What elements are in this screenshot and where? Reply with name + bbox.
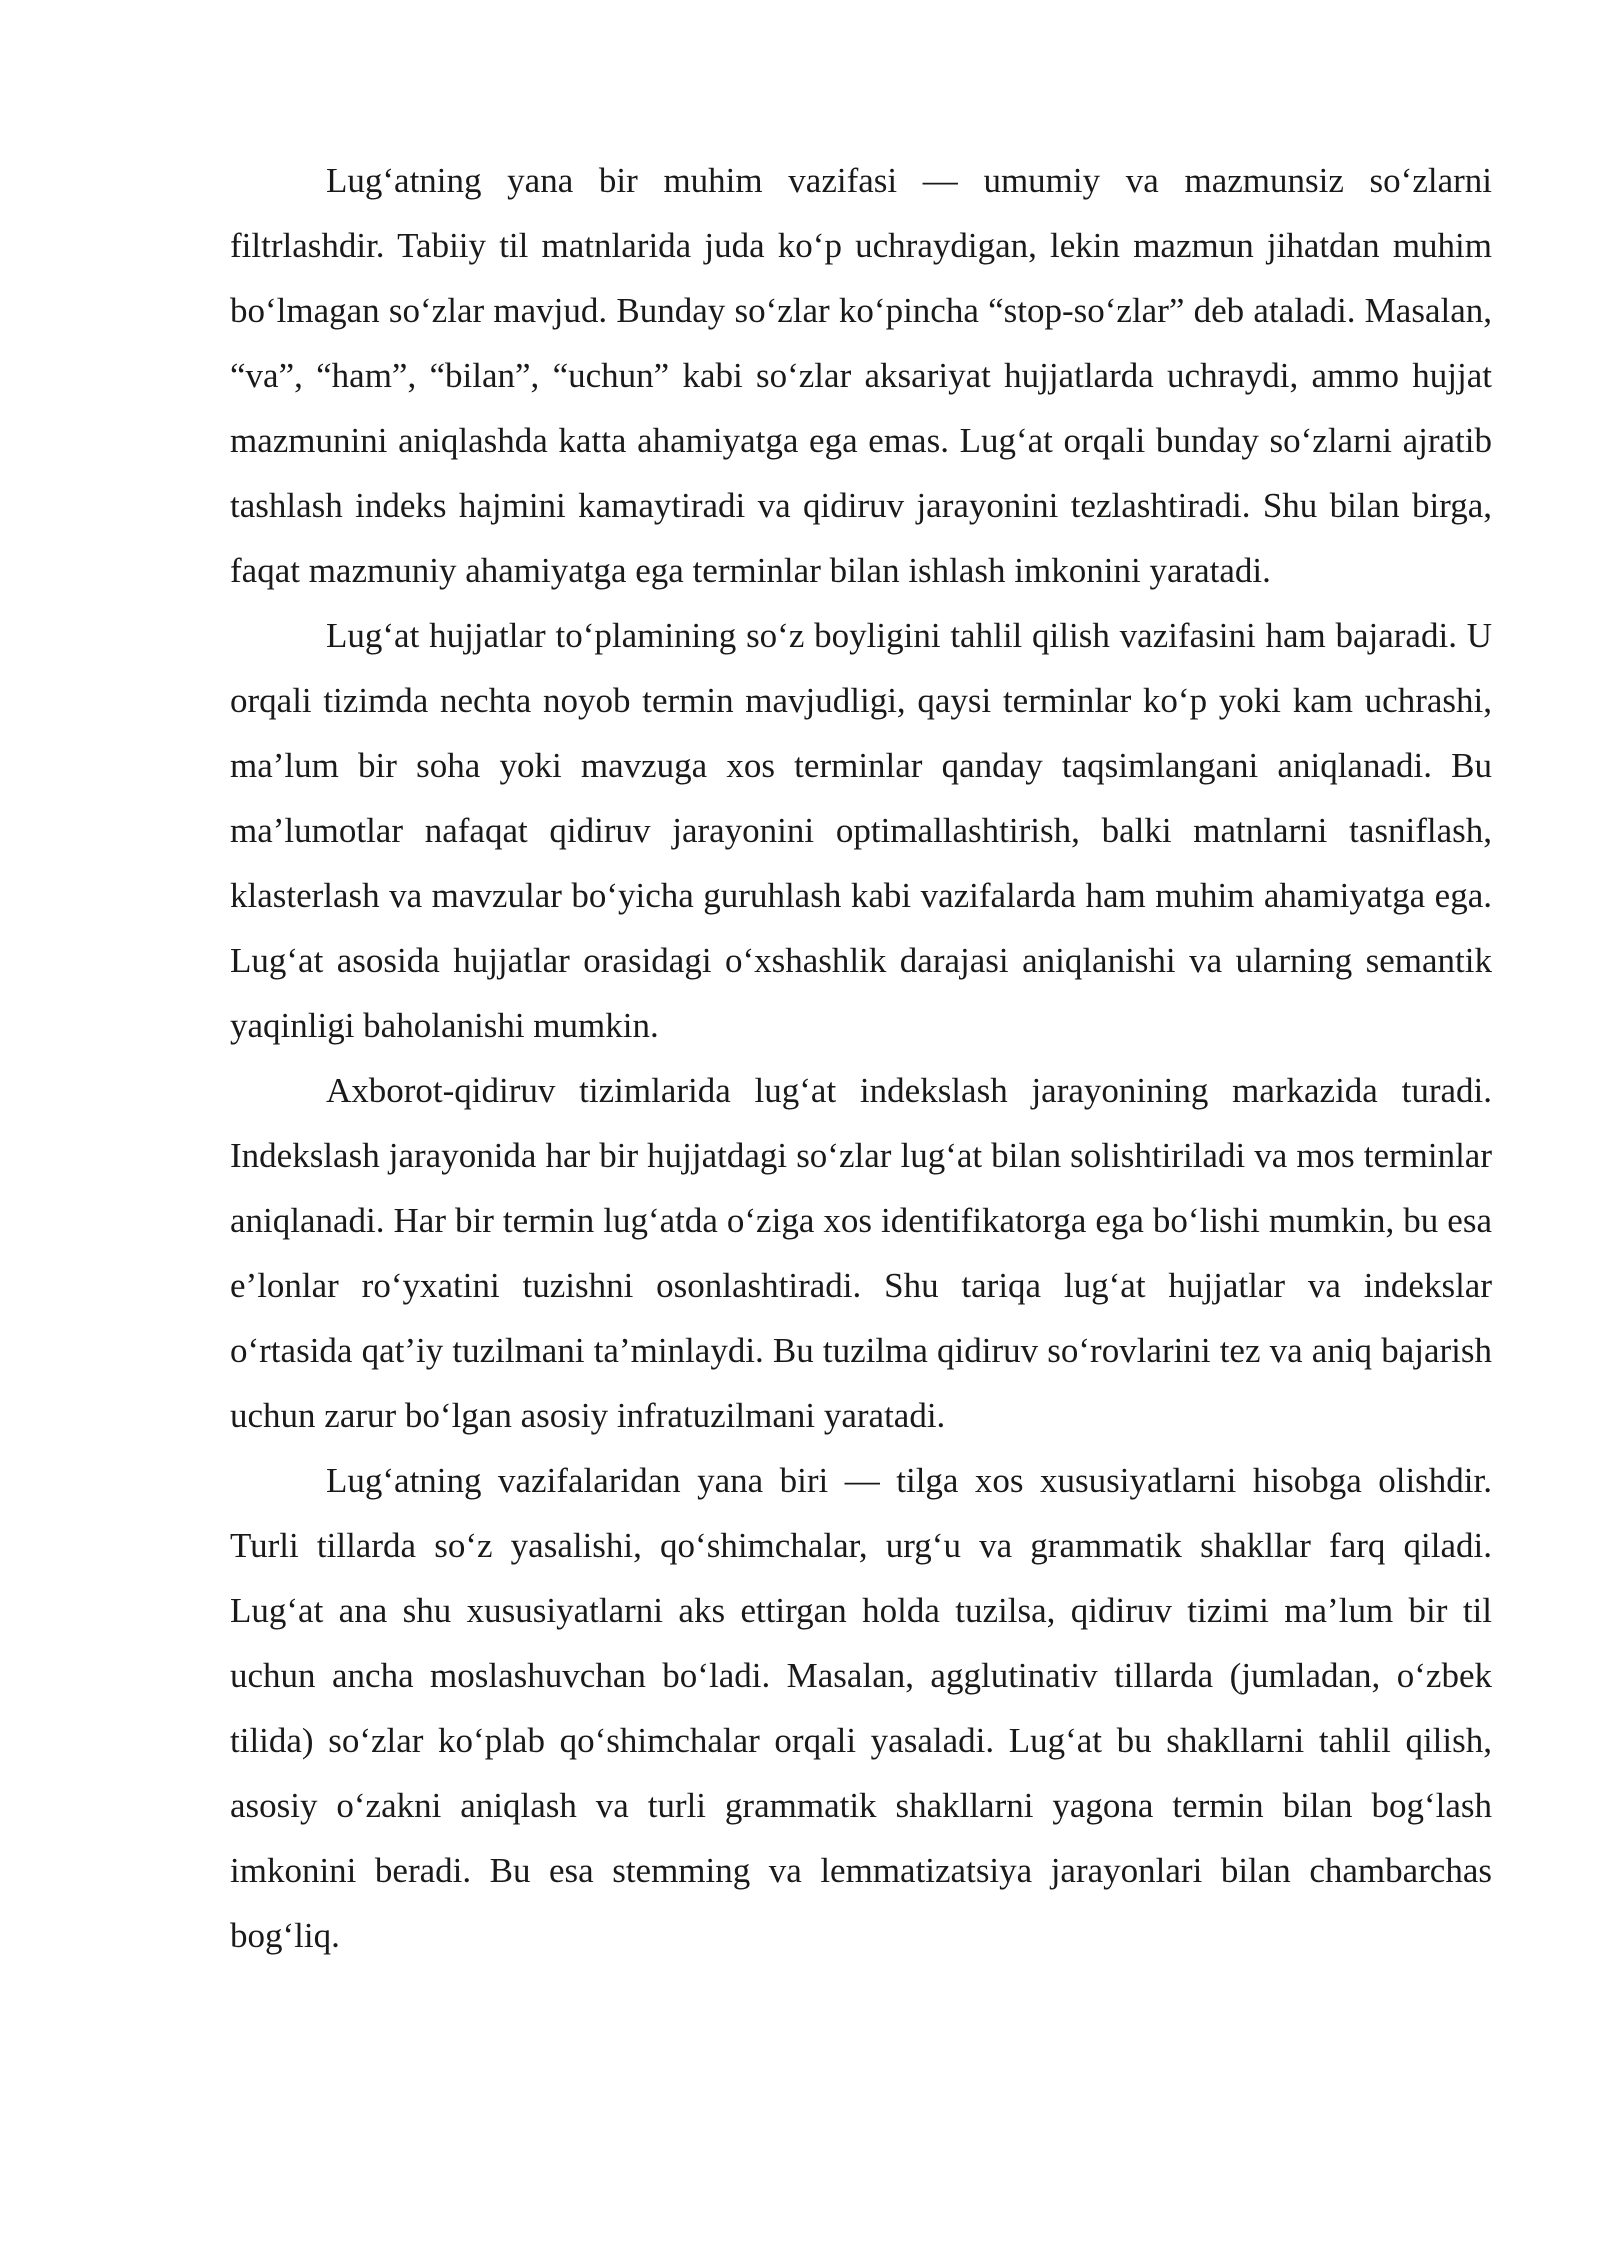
- document-page: [230, 148, 1492, 1968]
- paragraph-stop-words: Lug‘atning yana bir muhim vazifasi — umumiy va mazmunsiz so‘zlarni filtrlashdir. Tabiiy til matnlarida juda ko‘p uchraydigan, lekin mazmun jihatdan muhim bo‘lmagan so‘zlar mavjud. Bunday so‘zlar ko‘pincha “stop-so‘zlar” deb ataladi. Masalan, “va”, “ham”, “bilan”, “uchun” kabi so‘zlar aksariyat hujjatlarda uchraydi, ammo hujjat mazmunini aniqlashda katta ahamiyatga ega emas. Lug‘at orqali bunday so‘zlarni ajratib tashlash indeks hajmini kamaytiradi va qidiruv jarayonini tezlashtiradi. Shu bilan birga, faqat mazmuniy ahamiyatga ega terminlar bilan ishlash imkonini yaratadi.: [230, 161, 1492, 590]
- paragraph-language-features: Lug‘atning vazifalaridan yana biri — tilga xos xususiyatlarni hisobga olishdir. Turli tillarda so‘z yasalishi, qo‘shimchalar, urg‘u va grammatik shakllar farq qiladi. Lug‘at ana shu xususiyatlarni aks ettirgan holda tuzilsa, qidiruv tizimi ma’lum bir til uchun ancha moslashuvchan bo‘ladi. Masalan, agglutinativ tillarda (jumladan, o‘zbek tilida) so‘zlar ko‘plab qo‘shimchalar orqali yasaladi. Lug‘at bu shakllarni tahlil qilish, asosiy o‘zakni aniqlash va turli grammatik shakllarni yagona termin bilan bog‘lash imkonini beradi. Bu esa stemming va lemmatizatsiya jarayonlari bilan chambarchas bog‘liq.: [230, 1461, 1492, 1955]
- paragraph-vocabulary-analysis: Lug‘at hujjatlar to‘plamining so‘z boyligini tahlil qilish vazifasini ham bajaradi. U orqali tizimda nechta noyob termin mavjudligi, qaysi terminlar ko‘p yoki kam uchrashi, ma’lum bir soha yoki mavzuga xos terminlar qanday taqsimlangani aniqlanadi. Bu ma’lumotlar nafaqat qidiruv jarayonini optimallashtirish, balki matnlarni tasniflash, klasterlash va mavzular bo‘yicha guruhlash kabi vazifalarda ham muhim ahamiyatga ega. Lug‘at asosida hujjatlar orasidagi o‘xshashlik darajasi aniqlanishi va ularning semantik yaqinligi baholanishi mumkin.: [230, 616, 1492, 1045]
- paragraph-indexing: Axborot-qidiruv tizimlarida lug‘at indekslash jarayonining markazida turadi. Indekslash jarayonida har bir hujjatdagi so‘zlar lug‘at bilan solishtiriladi va mos terminlar aniqlanadi. Har bir termin lug‘atda o‘ziga xos identifikatorga ega bo‘lishi mumkin, bu esa e’lonlar ro‘yxatini tuzishni osonlashtiradi. Shu tariqa lug‘at hujjatlar va indekslar o‘rtasida qat’iy tuzilmani ta’minlaydi. Bu tuzilma qidiruv so‘rovlarini tez va aniq bajarish uchun zarur bo‘lgan asosiy infratuzilmani yaratadi.: [230, 1071, 1492, 1435]
